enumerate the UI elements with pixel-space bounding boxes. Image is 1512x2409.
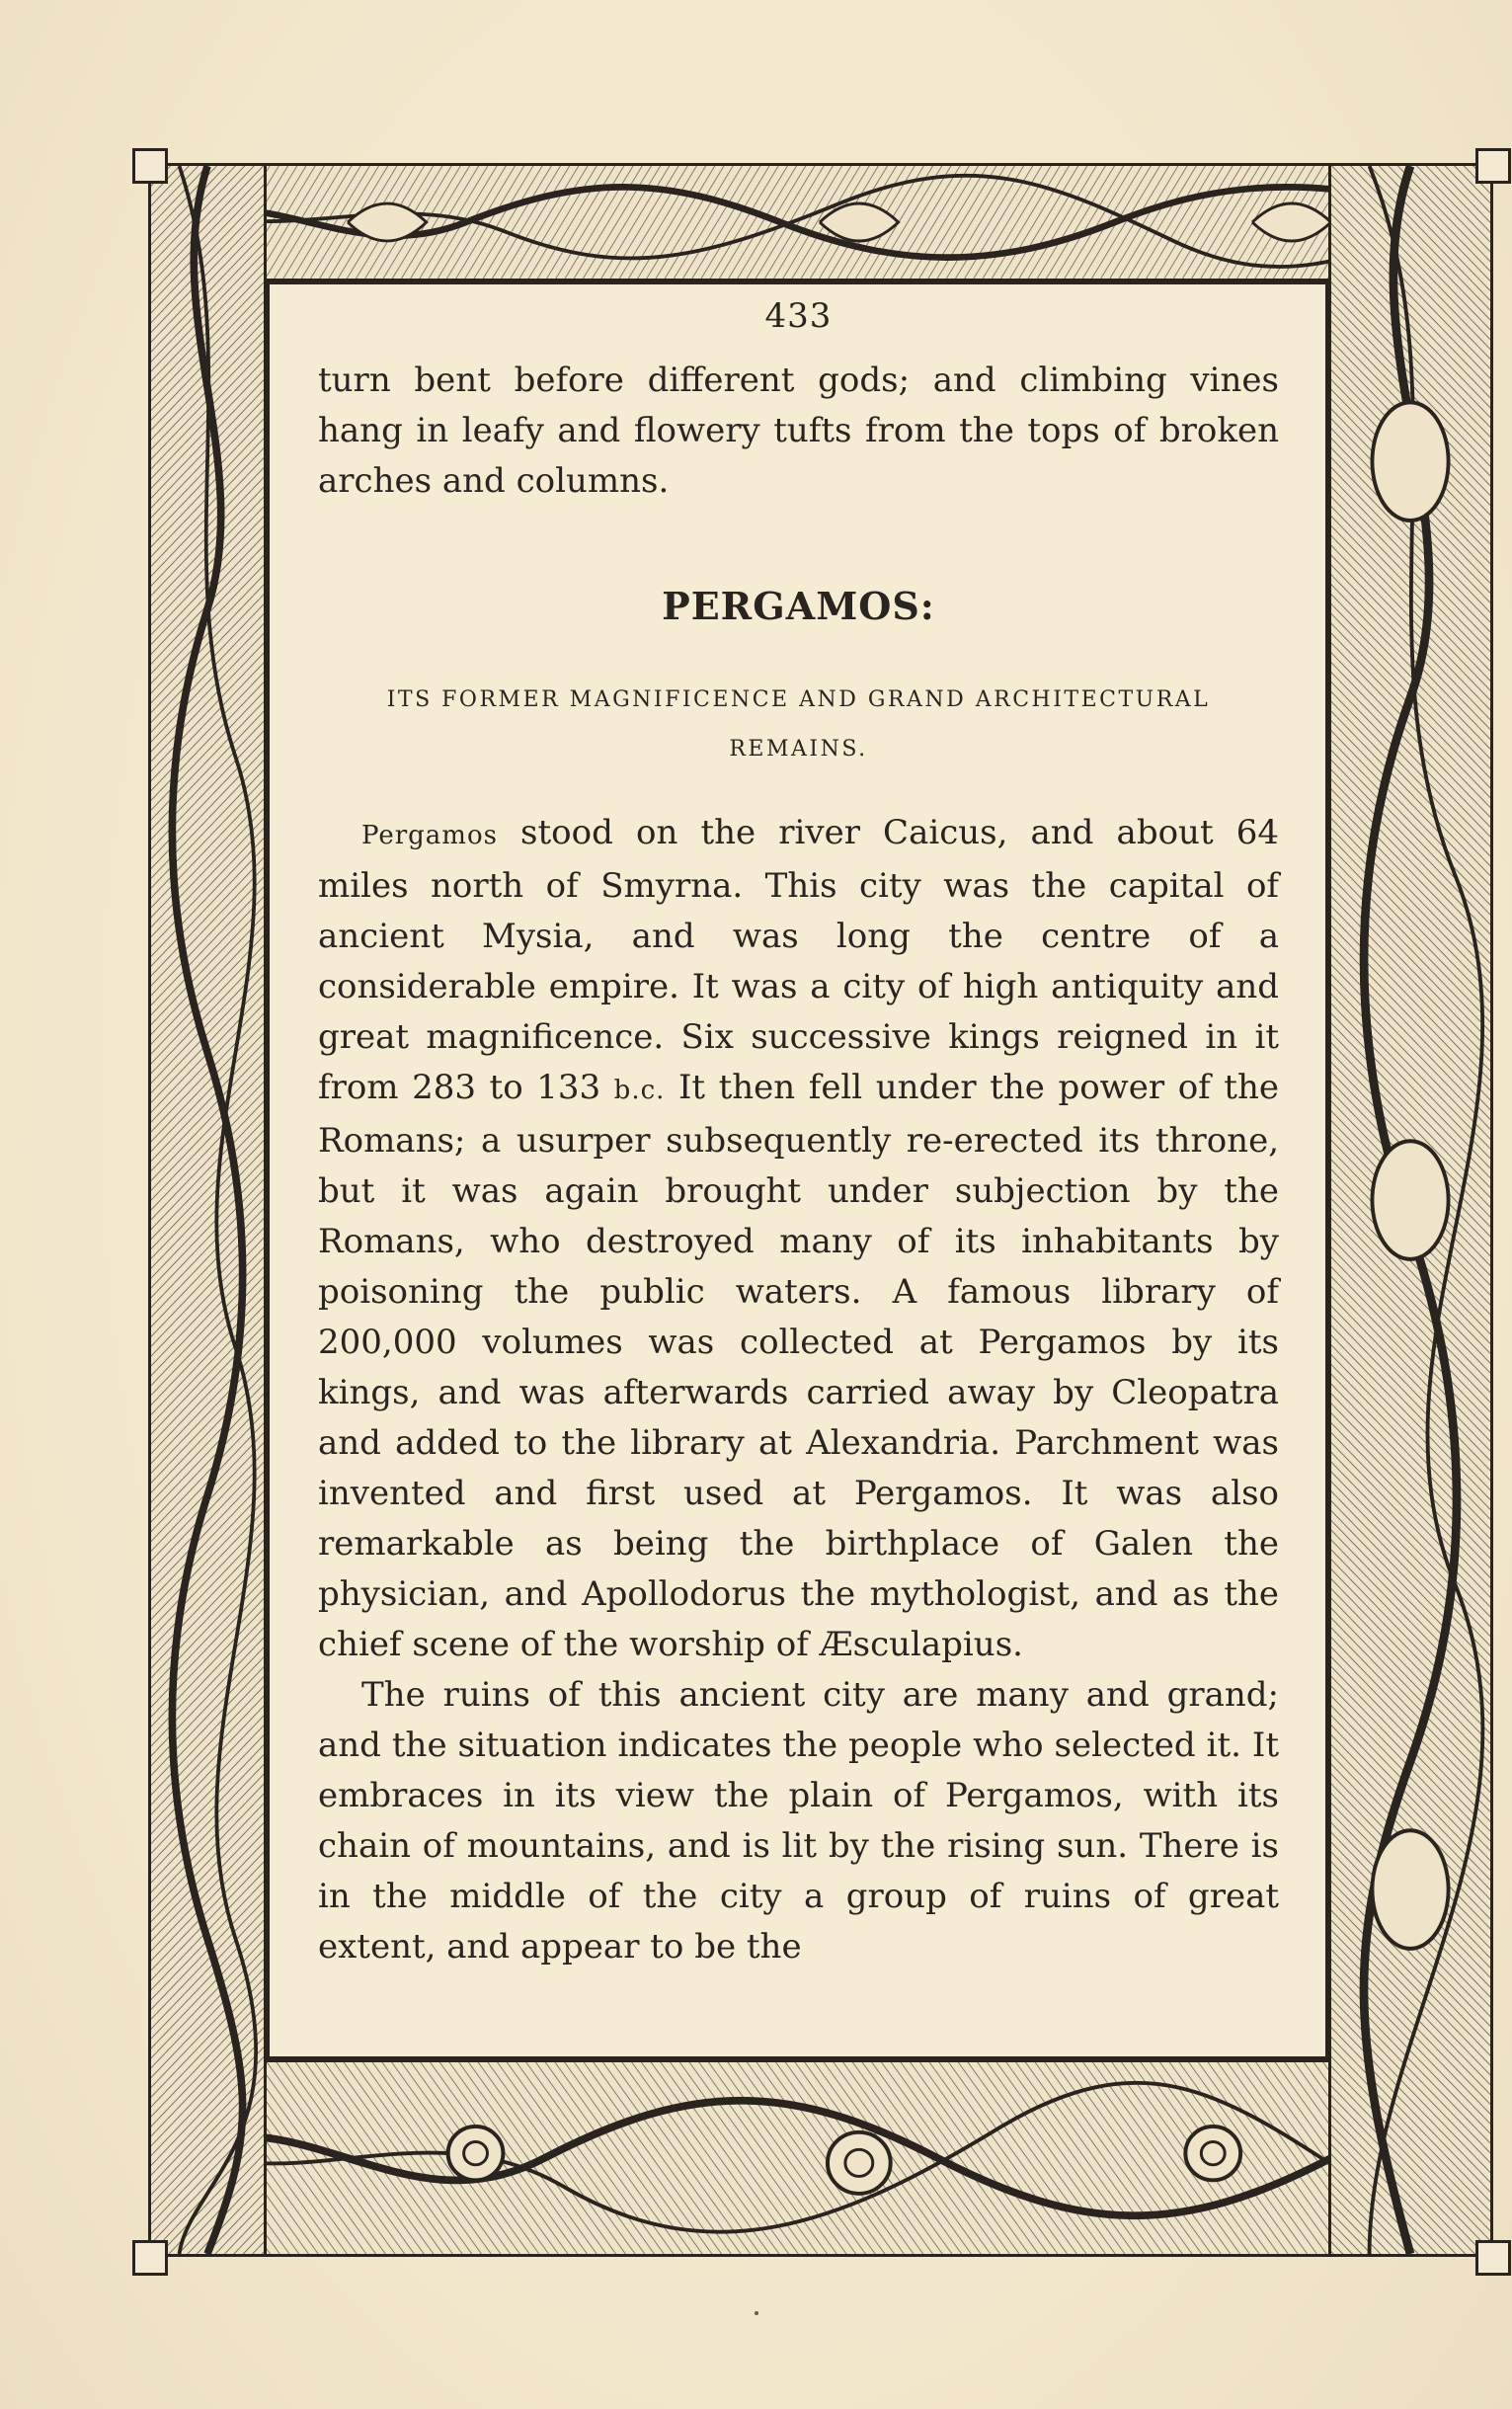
opening-paragraph: turn bent before different gods; and climbing vines hang in leafy and flowery tufts from the tops of broken arches and columns.	[318, 361, 1279, 501]
section-heading: PERGAMOS:	[662, 584, 935, 628]
paragraph-1-lead-word: Pergamos	[361, 821, 498, 850]
paragraph-1-text-a: stood on the river Caicus, and about 64 miles north of Smyrna. This city was the capital of ancient Mysia, and was long the centre of a considerable empire. It was a city of high antiquity and great magnificence. Six successive kings reigned in it from 283 to 133	[318, 813, 1279, 1107]
paragraph-1-era: b.c.	[613, 1076, 666, 1105]
corner-ornament-bottom-right	[1475, 2240, 1511, 2276]
section-subheading: ITS FORMER MAGNIFICENCE AND GRAND ARCHITECTURAL REMAINS.	[386, 687, 1211, 762]
corner-ornament-top-right	[1475, 148, 1511, 184]
paper-speck	[755, 2311, 758, 2315]
paragraph-2: The ruins of this ancient city are many and grand; and the situation indicates the people who selected it. It embraces in its view the plain of Pergamos, with its chain of mountains, and is lit by the rising sun. There is in the middle of the city a group of ruins of great extent, and appear to be the	[318, 1675, 1279, 1967]
page-number: 433	[764, 296, 833, 336]
corner-ornament-bottom-left	[132, 2240, 168, 2276]
paragraph-1-text-b: It then fell under the power of the Romans; a usurper subsequently re-erected its throne, but it was again brought under subjection by the Romans, who destroyed many of its inhabitants by poisoning the public waters. A famous library of 200,000 volumes was collected at Pergamos by its kings, and was afterwards carried away by Cleopatra and added to the library at Alexandria. Parchment was invented and first used at Pergamos. It was also remarkable as being the birthplace of Galen the physician, and Apollodorus the mythologist, and as the chief scene of the worship of Æsculapius.	[318, 1068, 1279, 1664]
paragraph-1	[318, 808, 1279, 1670]
page-content	[318, 296, 1279, 1972]
corner-ornament-top-left	[132, 148, 168, 184]
